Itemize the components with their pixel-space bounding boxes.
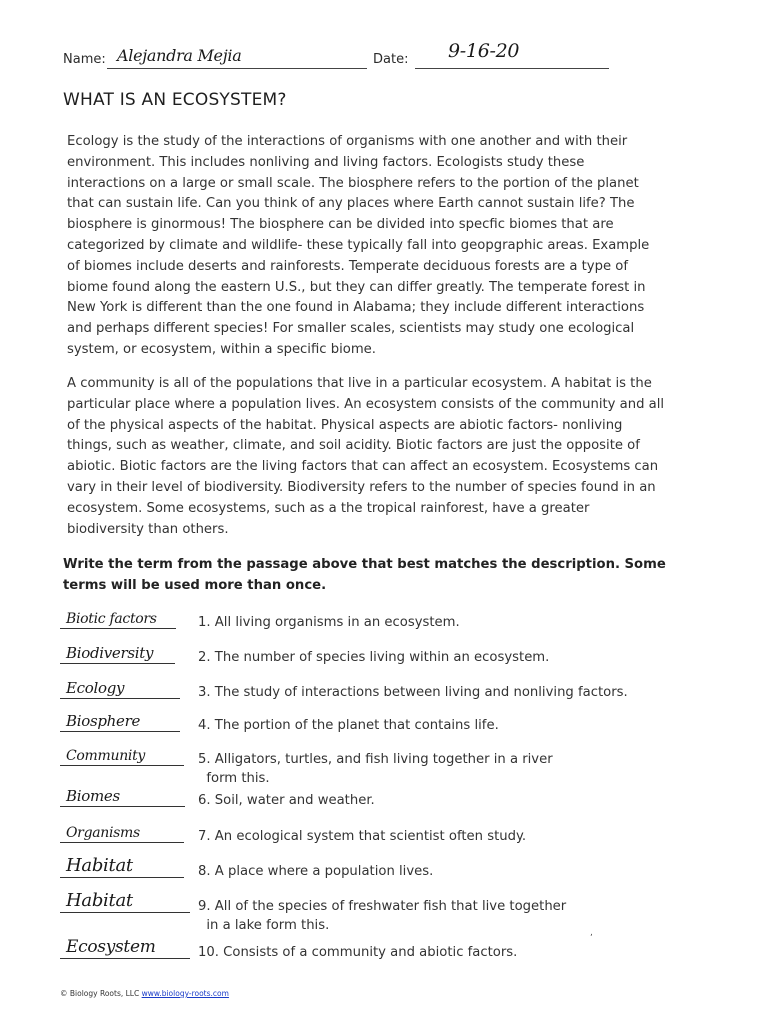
answer-blank[interactable] bbox=[60, 936, 190, 959]
question-text bbox=[198, 791, 375, 810]
answer-blank[interactable] bbox=[60, 743, 184, 766]
date-label: Date: bbox=[373, 52, 409, 67]
answer-blank[interactable] bbox=[60, 890, 190, 913]
question-line: form this. bbox=[198, 771, 270, 786]
instruction-line: Write the term from the passage above that best matches the description. Some bbox=[63, 557, 666, 572]
paragraph-line: of biomes include deserts and rainforests. Temperate deciduous forests are a type of bbox=[67, 258, 628, 274]
question-line: 3. The study of interactions between living and nonliving factors. bbox=[198, 685, 628, 700]
paragraph-line: that can sustain life. Can you think of any places where Earth cannot sustain life? The bbox=[67, 196, 635, 212]
question-line: 6. Soil, water and weather. bbox=[198, 793, 375, 808]
question-row bbox=[60, 855, 760, 891]
question-line: 1. All living organisms in an ecosystem. bbox=[198, 615, 460, 630]
question-text bbox=[198, 613, 460, 632]
footer bbox=[60, 989, 229, 998]
question-row bbox=[60, 676, 760, 712]
question-row bbox=[60, 743, 760, 786]
paragraph-line: Ecology is the study of the interactions of organisms with one another and with their bbox=[67, 134, 628, 149]
question-row bbox=[60, 641, 760, 677]
instruction-line: terms will be used more than once. bbox=[63, 578, 327, 593]
answer-blank[interactable] bbox=[60, 820, 184, 843]
paragraph-line: categorized by climate and wildlife- these typically fall into geopgraphic areas. Example bbox=[67, 237, 650, 253]
question-text bbox=[198, 750, 553, 788]
answer-text: Biosphere bbox=[66, 712, 141, 730]
question-text bbox=[198, 943, 517, 962]
question-text bbox=[198, 897, 566, 935]
name-label: Name: bbox=[63, 52, 106, 67]
question-line: 8. A place where a population lives. bbox=[198, 864, 434, 879]
paragraph-line: environment. This includes nonliving and living factors. Ecologists study these bbox=[67, 154, 585, 170]
paragraph-ecology bbox=[67, 132, 757, 361]
paragraph-line: biome found along the eastern U.S., but they can differ greatly. The temperate forest in bbox=[67, 279, 646, 295]
answer-text: Ecosystem bbox=[66, 937, 156, 957]
question-row bbox=[60, 890, 760, 933]
answer-blank[interactable] bbox=[60, 676, 180, 699]
paragraph-line: abiotic. Biotic factors are the living factors that can affect an ecosystem. Ecosystems can bbox=[67, 459, 659, 475]
question-line: 4. The portion of the planet that contains life. bbox=[198, 718, 499, 733]
paragraph-line: interactions on a large or small scale. The biosphere refers to the portion of the planet bbox=[67, 175, 639, 191]
question-line: 7. An ecological system that scientist often study. bbox=[198, 829, 527, 844]
stray-mark: , bbox=[590, 928, 593, 938]
paragraph-line: biodiversity than others. bbox=[67, 521, 229, 537]
page-title: WHAT IS AN ECOSYSTEM? bbox=[63, 90, 287, 110]
paragraph-community bbox=[67, 374, 757, 540]
paragraph-line: New York is different than the one found in Alabama; they include different interactions bbox=[67, 300, 645, 316]
question-text bbox=[198, 683, 628, 702]
paragraph-line: of the physical aspects of the habitat. Physical aspects are abiotic factors- nonliving bbox=[67, 417, 623, 433]
paragraph-line: A community is all of the populations that live in a particular ecosystem. A habitat is the bbox=[67, 376, 652, 391]
answer-text: Community bbox=[66, 748, 146, 764]
question-line: in a lake form this. bbox=[198, 918, 330, 933]
answer-text: Biomes bbox=[66, 787, 120, 805]
answer-text: Biotic factors bbox=[66, 611, 157, 627]
question-text bbox=[198, 862, 433, 881]
date-value[interactable]: 9-16-20 bbox=[448, 40, 520, 62]
answer-text: Habitat bbox=[66, 855, 133, 876]
paragraph-line: particular place where a population lives. An ecosystem consists of the community and all bbox=[67, 396, 665, 412]
paragraph-line: and perhaps different species! For smaller scales, scientists may study one ecological bbox=[67, 321, 635, 337]
copyright-text: © Biology Roots, LLC bbox=[60, 989, 140, 998]
paragraph-line: biosphere is ginormous! The biosphere can be divided into specfic biomes that are bbox=[67, 217, 614, 233]
instructions bbox=[63, 554, 763, 596]
paragraph-line: vary in their level of biodiversity. Biodiversity refers to the number of species found in an bbox=[67, 479, 656, 495]
answer-blank[interactable] bbox=[60, 784, 185, 807]
question-line: 2. The number of species living within an ecosystem. bbox=[198, 650, 550, 665]
footer-link[interactable]: www.biology-roots.com bbox=[141, 989, 229, 998]
paragraph-line: things, such as weather, climate, and soil acidity. Biotic factors are just the opposite of bbox=[67, 438, 640, 454]
header bbox=[63, 40, 623, 72]
answer-blank[interactable] bbox=[60, 709, 180, 732]
question-line: 9. All of the species of freshwater fish that live together bbox=[198, 899, 567, 914]
question-text bbox=[198, 648, 549, 667]
question-row bbox=[60, 936, 760, 972]
paragraph-line: ecosystem. Some ecosystems, such as a the tropical rainforest, have a greater bbox=[67, 500, 590, 516]
question-text bbox=[198, 716, 499, 735]
answer-blank[interactable] bbox=[60, 606, 176, 629]
paragraph-line: system, or ecosystem, within a specific biome. bbox=[67, 341, 376, 357]
answer-text: Habitat bbox=[66, 890, 133, 911]
question-row bbox=[60, 606, 760, 642]
name-value[interactable]: Alejandra Mejia bbox=[117, 46, 242, 65]
question-line: 10. Consists of a community and abiotic factors. bbox=[198, 945, 518, 960]
answer-blank[interactable] bbox=[60, 855, 184, 878]
name-line bbox=[107, 68, 367, 69]
question-text bbox=[198, 827, 526, 846]
answer-blank[interactable] bbox=[60, 641, 175, 664]
answer-text: Biodiversity bbox=[66, 644, 154, 662]
answer-text: Ecology bbox=[66, 679, 125, 697]
question-line: 5. Alligators, turtles, and fish living together in a river bbox=[198, 752, 553, 767]
question-row bbox=[60, 709, 760, 745]
question-row bbox=[60, 784, 760, 820]
question-row bbox=[60, 820, 760, 856]
answer-text: Organisms bbox=[66, 825, 140, 841]
date-line bbox=[415, 68, 609, 69]
